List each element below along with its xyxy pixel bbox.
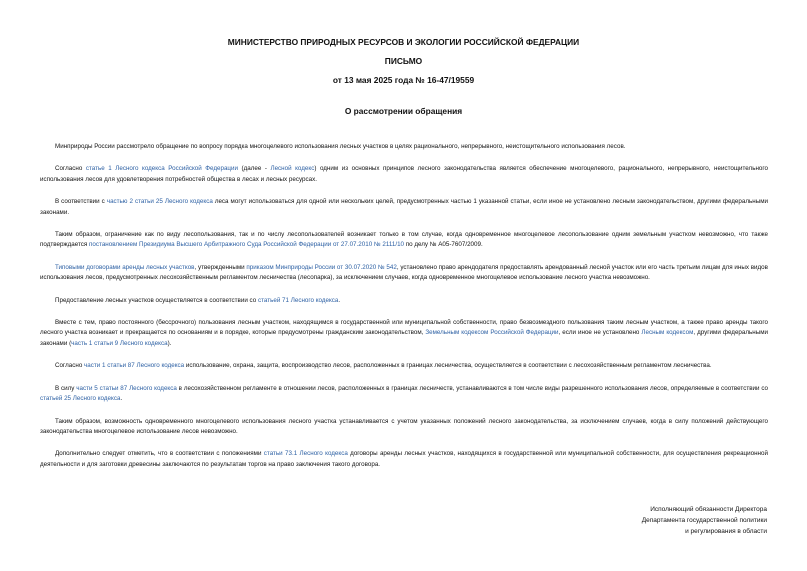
paragraph-text: леса могут использоваться для одной или нескольких целей, предусмотренных частью 1 указанной статьи, если иное не установлено лесным законодательством, другими федеральными законами. xyxy=(40,198,768,216)
paragraph-text: договоры аренды лесных участков, находящихся в государственной или муниципальной собственности, для осуществления рекреационной деятельности и для заготовки древесины заключаются по результатам торгов на право заключения такого договора. xyxy=(40,450,768,468)
link-article-73-1[interactable]: статьи 73.1 Лесного кодекса xyxy=(263,450,348,458)
paragraph-11 xyxy=(40,449,768,470)
paragraph-text: Согласно xyxy=(55,362,85,370)
paragraph-7 xyxy=(40,318,768,349)
link-land-code[interactable]: Земельным кодексом Российской Федерации xyxy=(425,329,559,337)
paragraph-text: , другими федеральными законами ( xyxy=(40,329,769,347)
link-article-1-forest-code[interactable]: статье 1 Лесного кодекса Российской Федерации xyxy=(85,165,238,173)
link-article-9-part-1[interactable]: часть 1 статьи 9 Лесного кодекса xyxy=(71,339,168,347)
ministry-title: МИНИСТЕРСТВО ПРИРОДНЫХ РЕСУРСОВ И ЭКОЛОГИИ РОССИЙСКОЙ ФЕДЕРАЦИИ xyxy=(227,37,580,47)
document-subject: О рассмотрении обращения xyxy=(344,106,463,116)
link-standard-lease-agreements[interactable]: Типовыми договорами аренды лесных участков xyxy=(55,263,195,271)
paragraph-text: , утвержденными xyxy=(194,263,247,271)
link-article-25-part-2[interactable]: частью 2 статьи 25 Лесного кодекса xyxy=(106,198,213,206)
paragraph-text: Таким образом, ограничение как по виду лесопользования, так и по числу лесопользователей возникает только в том случае, когда одновременное многоцелевое лесопользование одним земельным участком невозможно, что также подтверждается xyxy=(40,231,768,249)
link-article-87-part-5[interactable]: части 5 статьи 87 Лесного кодекса xyxy=(76,384,177,392)
paragraph-text: в лесохозяйственном регламенте в отношении лесов, расположенных в границах лесничеств, устанавливаются в том числе виды разрешенного использования лесов, определяемые в соответствии со xyxy=(176,384,769,392)
document-date-number: от 13 мая 2025 года № 16-47/19559 xyxy=(332,75,475,85)
signature-block xyxy=(642,504,767,538)
paragraph-text: Дополнительно следует отметить, что в соответствии с положениями xyxy=(55,450,264,458)
paragraph-text: использование, охрана, защита, воспроизводство лесов, расположенных в границах лесничества, осуществляется в соответствии с лесохозяйственным регламентом лесничества. xyxy=(184,362,712,370)
paragraph-2 xyxy=(40,164,768,185)
paragraph-text: (далее - xyxy=(237,165,271,173)
paragraph-text: Минприроды России рассмотрело обращение по вопросу порядка многоцелевого использования лесных участков в целях рационального, непрерывного, неистощительного использования лесов. xyxy=(55,143,626,150)
link-order-542[interactable]: приказом Минприроды России от 30.07.2020 № 542 xyxy=(246,263,397,271)
paragraph-text: . xyxy=(120,395,123,403)
paragraph-text: ). xyxy=(167,339,172,347)
paragraph-text: ) одним из основных принципов лесного законодательства является обеспечение многоцелевого, рационального, непрерывного, неистощительного использования лесов для удовлетворения потребностей общества в лесах и лесных ресурсах. xyxy=(40,165,769,183)
paragraph-text: В соответствии с xyxy=(55,198,107,206)
paragraph-text: . xyxy=(338,296,341,304)
link-article-25[interactable]: статьей 25 Лесного кодекса xyxy=(40,395,121,403)
link-article-87-part-1[interactable]: части 1 статьи 87 Лесного кодекса xyxy=(84,362,185,370)
paragraph-text: Таким образом, возможность одновременного многоцелевого использования лесного участка устанавливается с учетом указанных положений лесного законодательства, за исключением случаев, когда в силу положений действующего законодательства многоцелевое использование лесов невозможно. xyxy=(40,417,768,435)
paragraph-4 xyxy=(40,230,768,251)
signature-line-3: и регулирования в области xyxy=(685,528,767,536)
signature-line-1: Исполняющий обязанности Директора xyxy=(650,506,767,513)
paragraph-text: , если иное не установлено xyxy=(558,329,642,337)
link-forest-code-2[interactable]: Лесным кодексом xyxy=(641,329,694,337)
paragraph-9 xyxy=(40,384,768,405)
paragraph-10 xyxy=(40,417,768,438)
paragraph-text: В силу xyxy=(55,384,77,392)
paragraph-5 xyxy=(40,263,768,284)
paragraph-text: Согласно xyxy=(55,165,86,173)
link-arbitration-resolution[interactable]: постановлением Президиума Высшего Арбитражного Суда Российской Федерации от 27.07.2010 № 2111/10 xyxy=(89,241,405,249)
paragraph-text: Вместе с тем, право постоянного (бессрочного) пользования лесным участком, находящимся в государственной или муниципальной собственности, право безвозмездного пользования таким лесным участком, а также право аренды такого лесного участка возникает и прекращается по основаниям и в порядке, которые предусмотрены гражданским законодательством, xyxy=(40,319,768,337)
document-body xyxy=(40,142,768,482)
paragraph-text: Предоставление лесных участков осуществляется в соответствии со xyxy=(55,296,258,304)
signature-line-2: Департамента государственной политики xyxy=(641,517,767,525)
paragraph-text: , установлено право арендодателя предоставлять арендованный лесной участок или его часть третьим лицам для иных видов использования лесов, предусмотренных лесохозяйственным регламентом лесничества (лесопарка), за исключением случаев, когда одновременное многоцелевое использование лесного участка невозможно. xyxy=(40,263,768,282)
paragraph-text: по делу № А05-7607/2009. xyxy=(404,241,483,249)
paragraph-8 xyxy=(40,361,768,371)
paragraph-6 xyxy=(40,296,768,306)
link-forest-code[interactable]: Лесной кодекс xyxy=(270,165,315,173)
document-type: ПИСЬМО xyxy=(384,56,423,66)
paragraph-3 xyxy=(40,197,768,218)
link-article-71[interactable]: статьей 71 Лесного кодекса xyxy=(257,296,339,304)
paragraph-1 xyxy=(40,142,768,152)
